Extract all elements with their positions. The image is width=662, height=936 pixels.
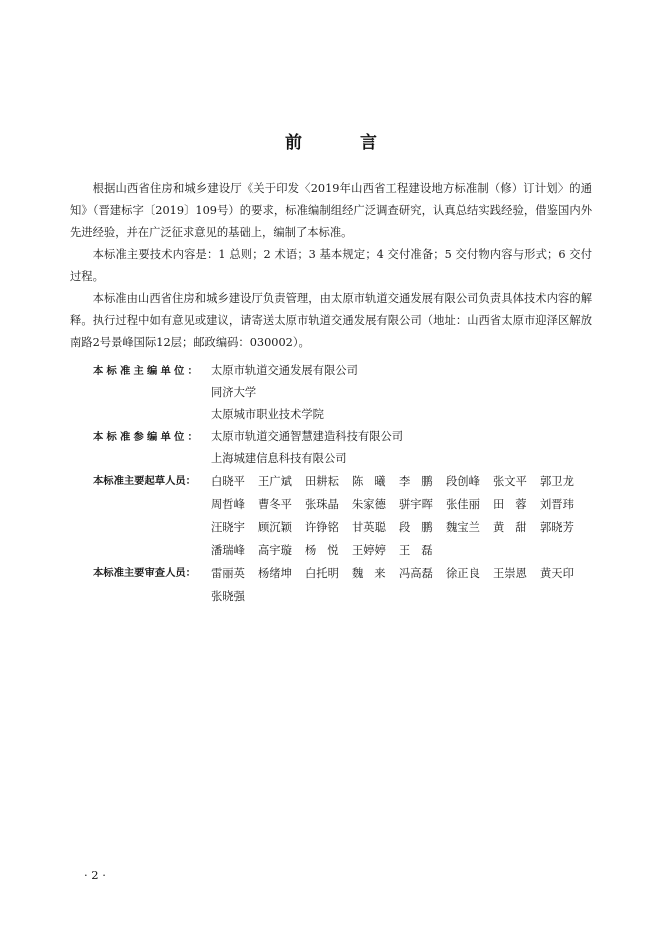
drafter-name: 许铮铭	[305, 521, 339, 534]
drafter-name: 郭卫龙	[540, 475, 574, 488]
page-number: · 2 ·	[84, 868, 106, 882]
drafter-name: 汪晓宇	[211, 521, 245, 534]
contributors-list	[93, 360, 593, 608]
drafter-name: 段创峰	[446, 475, 480, 488]
main-reviewers-label: 本标准主要审查人员：	[93, 567, 196, 579]
drafter-name: 郭晓芳	[540, 521, 574, 534]
reviewer-name: 王崇恩	[493, 567, 527, 580]
reviewer-name: 徐正良	[446, 567, 480, 580]
reviewer-name: 白托明	[305, 567, 339, 580]
chief-editor-units-list	[211, 360, 593, 426]
drafter-name: 曹冬平	[258, 498, 292, 511]
preface-body	[70, 178, 592, 354]
participating-units-label: 本标准参编单位：	[93, 431, 201, 443]
drafter-name: 魏宝兰	[446, 521, 480, 534]
participating-unit: 上海城建信息科技有限公司	[211, 452, 347, 465]
drafter-name: 刘晋玮	[540, 498, 574, 511]
chief-editor-units-label: 本标准主编单位：	[93, 365, 201, 377]
main-drafters	[93, 470, 593, 562]
drafter-name: 张佳丽	[446, 498, 480, 511]
paragraph-3: 本标准由山西省住房和城乡建设厅负责管理，由太原市轨道交通发展有限公司负责具体技术内容的解释。执行过程中如有意见或建议，请寄送太原市轨道交通发展有限公司（地址：山西省太原市迎泽区解放南路2号景峰国际12层；邮政编码：030002）。	[70, 292, 592, 349]
chief-editor-units	[93, 360, 593, 426]
drafter-name: 王磊	[399, 544, 444, 557]
drafter-name: 高宇璇	[258, 544, 292, 557]
drafter-name: 顾沉颖	[258, 521, 292, 534]
reviewer-name: 魏来	[352, 567, 397, 580]
drafter-name: 王广斌	[258, 475, 292, 488]
participating-units-list	[211, 426, 593, 470]
drafter-name: 甘英聪	[352, 521, 386, 534]
participating-unit: 太原市轨道交通智慧建造科技有限公司	[211, 430, 404, 443]
chief-editor-unit: 同济大学	[211, 386, 257, 399]
drafter-name: 杨悦	[305, 544, 350, 557]
reviewer-name: 黄天印	[540, 567, 574, 580]
drafter-name: 朱家德	[352, 498, 386, 511]
drafter-name: 王婷婷	[352, 544, 386, 557]
drafter-name: 田蓉	[493, 498, 538, 511]
chief-editor-unit: 太原城市职业技术学院	[211, 408, 324, 421]
participating-units	[93, 426, 593, 470]
reviewer-name: 冯高磊	[399, 567, 433, 580]
main-drafters-list	[211, 470, 593, 562]
drafter-name: 段鹏	[399, 521, 444, 534]
drafter-name: 田耕耘	[305, 475, 339, 488]
drafter-name: 陈曦	[352, 475, 397, 488]
page-title: 前 言	[285, 133, 403, 153]
drafter-name: 潘瑞峰	[211, 544, 245, 557]
drafter-name: 李鹏	[399, 475, 444, 488]
reviewer-name: 杨绪坤	[258, 567, 292, 580]
main-reviewers	[93, 562, 593, 608]
main-reviewers-list	[211, 562, 593, 608]
drafter-name: 黄甜	[493, 521, 538, 534]
drafter-name: 白晓平	[211, 475, 245, 488]
paragraph-2: 本标准主要技术内容是：1 总则；2 术语；3 基本规定；4 交付准备；5 交付物内容与形式；6 交付过程。	[70, 248, 592, 283]
drafter-name: 张珠晶	[305, 498, 339, 511]
drafter-name: 周哲峰	[211, 498, 245, 511]
chief-editor-unit: 太原市轨道交通发展有限公司	[211, 364, 358, 377]
drafter-name: 骈宇晖	[399, 498, 433, 511]
paragraph-1: 根据山西省住房和城乡建设厅《关于印发〈2019年山西省工程建设地方标准制（修）订计划〉的通知》（晋建标字〔2019〕109号）的要求，标准编制组经广泛调查研究，认真总结实践经验，借鉴国内外先进经验，并在广泛征求意见的基础上，编制了本标准。	[70, 182, 592, 239]
main-drafters-label: 本标准主要起草人员：	[93, 475, 196, 487]
reviewer-name: 雷丽英	[211, 567, 245, 580]
reviewer-name: 张晓强	[211, 590, 245, 603]
drafter-name: 张文平	[493, 475, 527, 488]
